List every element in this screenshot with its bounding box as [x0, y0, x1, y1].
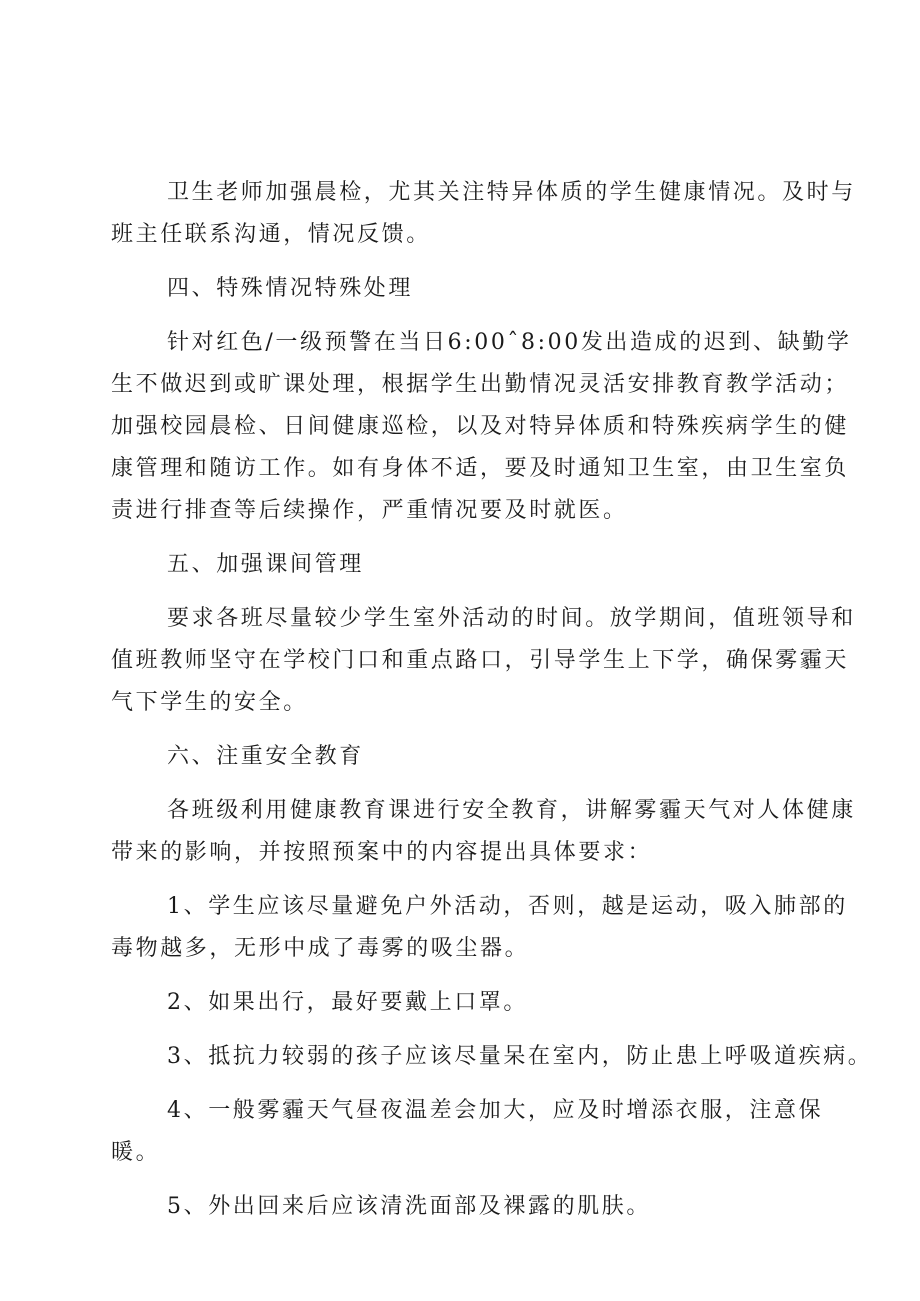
list-item — [111, 886, 848, 970]
section-heading-text: 四、特殊情况特殊处理 — [167, 276, 414, 301]
list-item — [111, 982, 816, 1024]
paragraph-line: 2、如果出行，最好要戴上口罩。 — [167, 990, 528, 1015]
paragraph-line: 针对红色/一级预警在当日6:00ˆ8:00发出造成的迟到、缺勤学 — [167, 330, 852, 355]
paragraph-break-management — [111, 598, 856, 724]
paragraph-morning-check — [111, 172, 856, 256]
list-item — [111, 1090, 824, 1174]
paragraph-line: 加强校园晨检、日间健康巡检，以及对特异体质和特殊疾病学生的健 — [111, 414, 850, 439]
section-heading-text: 六、注重安全教育 — [167, 744, 364, 769]
paragraph-line: 班主任联系沟通，情况反馈。 — [111, 222, 431, 247]
paragraph-line: 3、抵抗力较弱的孩子应该尽量呆在室内，防止患上呼吸道疾病。 — [167, 1044, 873, 1069]
paragraph-line: 康管理和随访工作。如有身体不适，要及时通知卫生室，由卫生室负 — [111, 456, 850, 481]
paragraph-line: 生不做迟到或旷课处理，根据学生出勤情况灵活安排教育教学活动； — [111, 372, 850, 397]
paragraph-line: 值班教师坚守在学校门口和重点路口，引导学生上下学，确保雾霾天 — [111, 648, 850, 673]
paragraph-line: 卫生老师加强晨检，尤其关注特异体质的学生健康情况。及时与 — [167, 180, 856, 205]
paragraph-line: 带来的影响，并按照预案中的内容提出具体要求： — [111, 840, 653, 865]
document-body — [111, 172, 873, 1228]
paragraph-line: 毒物越多，无形中成了毒雾的吸尘器。 — [111, 936, 530, 961]
paragraph-line: 5、外出回来后应该清洗面部及裸露的肌肤。 — [167, 1194, 651, 1219]
section-heading — [111, 268, 816, 310]
section-heading — [111, 544, 816, 586]
paragraph-line: 1、学生应该尽量避免户外活动，否则，越是运动，吸入肺部的 — [167, 894, 848, 919]
paragraph-line: 气下学生的安全。 — [111, 690, 308, 715]
paragraph-line: 各班级利用健康教育课进行安全教育，讲解雾霾天气对人体健康 — [167, 798, 856, 823]
paragraph-line: 要求各班尽量较少学生室外活动的时间。放学期间，值班领导和 — [167, 606, 856, 631]
section-heading — [111, 736, 816, 778]
paragraph-line: 4、一般雾霾天气昼夜温差会加大，应及时增添衣服，注意保 — [167, 1098, 824, 1123]
section-heading-text: 五、加强课间管理 — [167, 552, 364, 577]
list-item — [111, 1036, 873, 1078]
paragraph-safety-education — [111, 790, 856, 874]
paragraph-special-handling — [111, 322, 852, 532]
list-item — [111, 1186, 816, 1228]
paragraph-line: 责进行排查等后续操作，严重情况要及时就医。 — [111, 498, 628, 523]
paragraph-line: 暖。 — [111, 1140, 161, 1165]
